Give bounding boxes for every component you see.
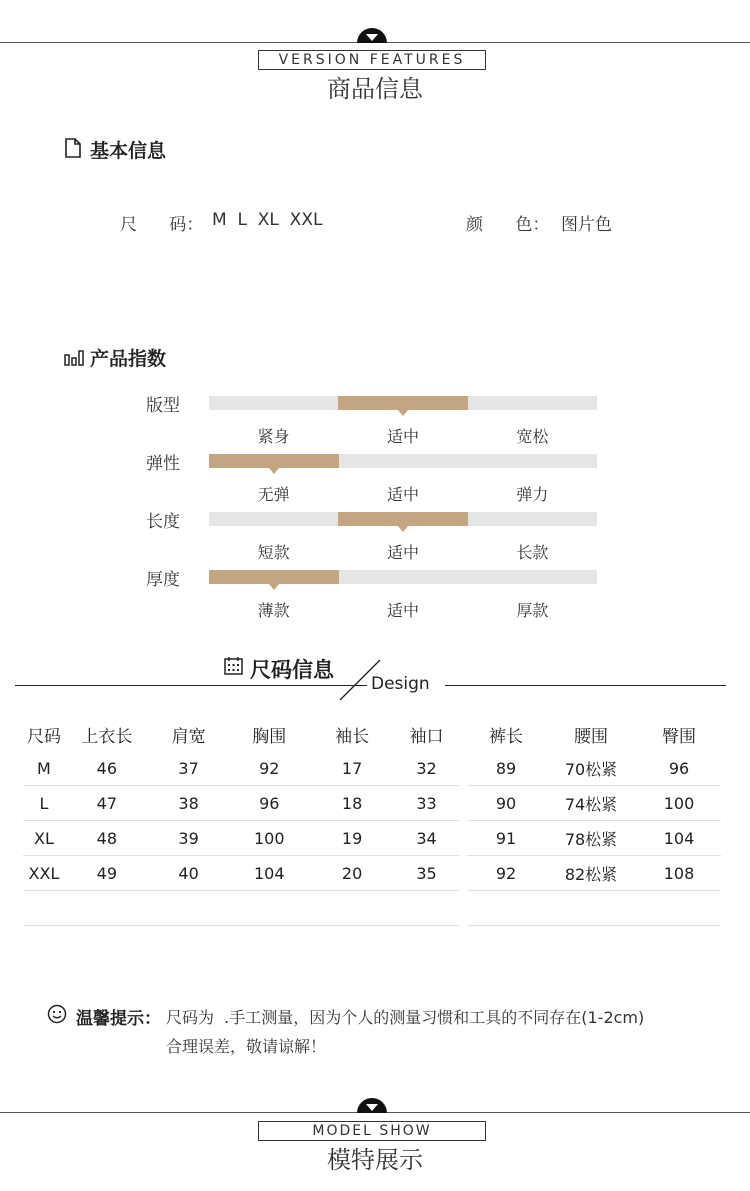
table-cell: 74松紧 bbox=[545, 786, 637, 821]
size-table-upper bbox=[23, 717, 459, 926]
index-selected-segment bbox=[338, 512, 468, 526]
index-option: 紧身 bbox=[257, 427, 290, 446]
index-track bbox=[209, 396, 597, 410]
color-label: 颜 色： bbox=[466, 215, 550, 235]
table-cell: 46 bbox=[65, 751, 149, 786]
bar-chart-icon bbox=[64, 348, 84, 370]
table-cell: 82松紧 bbox=[545, 856, 637, 891]
table-row bbox=[23, 821, 459, 856]
index-row-label: 长度 bbox=[146, 512, 180, 532]
index-option: 适中 bbox=[386, 543, 419, 562]
size-label: 尺 码： bbox=[120, 215, 204, 235]
index-option: 适中 bbox=[386, 485, 419, 504]
down-arrow-icon bbox=[357, 28, 387, 43]
table-cell: 33 bbox=[394, 786, 459, 821]
index-option: 弹力 bbox=[516, 485, 549, 504]
table-cell: 92 bbox=[467, 856, 545, 891]
size-info-heading: 尺码信息 bbox=[250, 658, 334, 682]
table-cell: 96 bbox=[637, 751, 721, 786]
table-cell: 47 bbox=[65, 786, 149, 821]
tip-line-2: 合理误差，敬请谅解！ bbox=[166, 1037, 327, 1056]
index-option: 薄款 bbox=[257, 601, 290, 620]
table-cell: 90 bbox=[467, 786, 545, 821]
table-cell: 19 bbox=[310, 821, 394, 856]
table-cell: 32 bbox=[394, 751, 459, 786]
table-cell: XL bbox=[23, 821, 65, 856]
table-row bbox=[467, 751, 721, 786]
table-header-cell: 裤长 bbox=[489, 726, 523, 747]
index-row-label: 弹性 bbox=[146, 454, 180, 474]
table-cell: 100 bbox=[637, 786, 721, 821]
index-option: 无弹 bbox=[257, 485, 290, 504]
size-values: M L XL XXL bbox=[212, 210, 323, 230]
index-row-label: 版型 bbox=[146, 396, 180, 416]
table-cell: 38 bbox=[149, 786, 229, 821]
table-row bbox=[467, 856, 721, 891]
table-row bbox=[23, 751, 459, 786]
size-table-lower bbox=[467, 717, 721, 926]
basic-info-heading: 基本信息 bbox=[90, 140, 167, 162]
tip-label: 温馨提示： bbox=[76, 1009, 161, 1029]
table-cell: 34 bbox=[394, 821, 459, 856]
table-cell: 39 bbox=[149, 821, 229, 856]
table-header-row bbox=[23, 717, 459, 751]
table-header-cell: 肩宽 bbox=[171, 726, 206, 747]
table-header-cell: 尺码 bbox=[26, 726, 61, 747]
index-track bbox=[209, 570, 597, 584]
table-cell: 78松紧 bbox=[545, 821, 637, 856]
bottom-banner-en: MODEL SHOW bbox=[258, 1121, 486, 1141]
index-selected-segment bbox=[338, 396, 468, 410]
table-cell: 100 bbox=[228, 821, 310, 856]
table-cell: 35 bbox=[394, 856, 459, 891]
down-arrow-icon bbox=[357, 1098, 387, 1113]
table-empty-row bbox=[23, 891, 459, 926]
table-cell: 48 bbox=[65, 821, 149, 856]
index-selected-segment bbox=[209, 454, 339, 468]
index-option: 厚款 bbox=[516, 601, 549, 620]
table-header-cell: 袖长 bbox=[335, 726, 370, 747]
table-header-cell: 袖口 bbox=[409, 726, 444, 747]
table-cell: 91 bbox=[467, 821, 545, 856]
table-row bbox=[467, 786, 721, 821]
table-cell: 92 bbox=[228, 751, 310, 786]
table-cell: 49 bbox=[65, 856, 149, 891]
bottom-banner-cn: 模特展示 bbox=[327, 1146, 423, 1174]
table-cell: 20 bbox=[310, 856, 394, 891]
index-option: 适中 bbox=[386, 601, 419, 620]
index-option: 适中 bbox=[386, 427, 419, 446]
index-option: 宽松 bbox=[516, 427, 549, 446]
table-cell: XXL bbox=[23, 856, 65, 891]
table-cell: 104 bbox=[637, 821, 721, 856]
index-selected-segment bbox=[209, 570, 339, 584]
table-cell: 40 bbox=[149, 856, 229, 891]
tip-line-1: 尺码为 .手工测量，因为个人的测量习惯和工具的不同存在(1-2cm) bbox=[166, 1008, 645, 1027]
table-cell: 108 bbox=[637, 856, 721, 891]
table-cell: 70松紧 bbox=[545, 751, 637, 786]
table-cell: M bbox=[23, 751, 65, 786]
index-track bbox=[209, 512, 597, 526]
table-row bbox=[23, 856, 459, 891]
size-info-rule-left bbox=[15, 685, 367, 686]
table-cell: 37 bbox=[149, 751, 229, 786]
table-cell: L bbox=[23, 786, 65, 821]
table-cell: 89 bbox=[467, 751, 545, 786]
top-banner-en: VERSION FEATURES bbox=[258, 50, 486, 70]
top-banner-cn: 商品信息 bbox=[327, 75, 423, 103]
color-value: 图片色 bbox=[561, 215, 612, 235]
table-cell: 104 bbox=[228, 856, 310, 891]
index-row-label: 厚度 bbox=[146, 570, 180, 590]
size-info-rule-right bbox=[445, 685, 726, 686]
table-row bbox=[23, 786, 459, 821]
table-empty-row bbox=[467, 891, 721, 926]
index-option: 短款 bbox=[257, 543, 290, 562]
product-index-heading: 产品指数 bbox=[90, 348, 167, 370]
calendar-grid-icon bbox=[224, 657, 243, 679]
index-track bbox=[209, 454, 597, 468]
index-option: 长款 bbox=[516, 543, 549, 562]
table-cell: 17 bbox=[310, 751, 394, 786]
design-label: Design bbox=[371, 674, 430, 694]
table-header-cell: 臀围 bbox=[662, 726, 696, 747]
table-cell: 96 bbox=[228, 786, 310, 821]
smiley-icon bbox=[47, 1004, 67, 1028]
table-cell: 18 bbox=[310, 786, 394, 821]
document-icon bbox=[64, 138, 82, 162]
table-header-cell: 胸围 bbox=[252, 726, 287, 747]
table-header-row bbox=[467, 717, 721, 751]
table-row bbox=[467, 821, 721, 856]
table-header-cell: 上衣长 bbox=[81, 726, 133, 747]
table-header-cell: 腰围 bbox=[574, 726, 608, 747]
